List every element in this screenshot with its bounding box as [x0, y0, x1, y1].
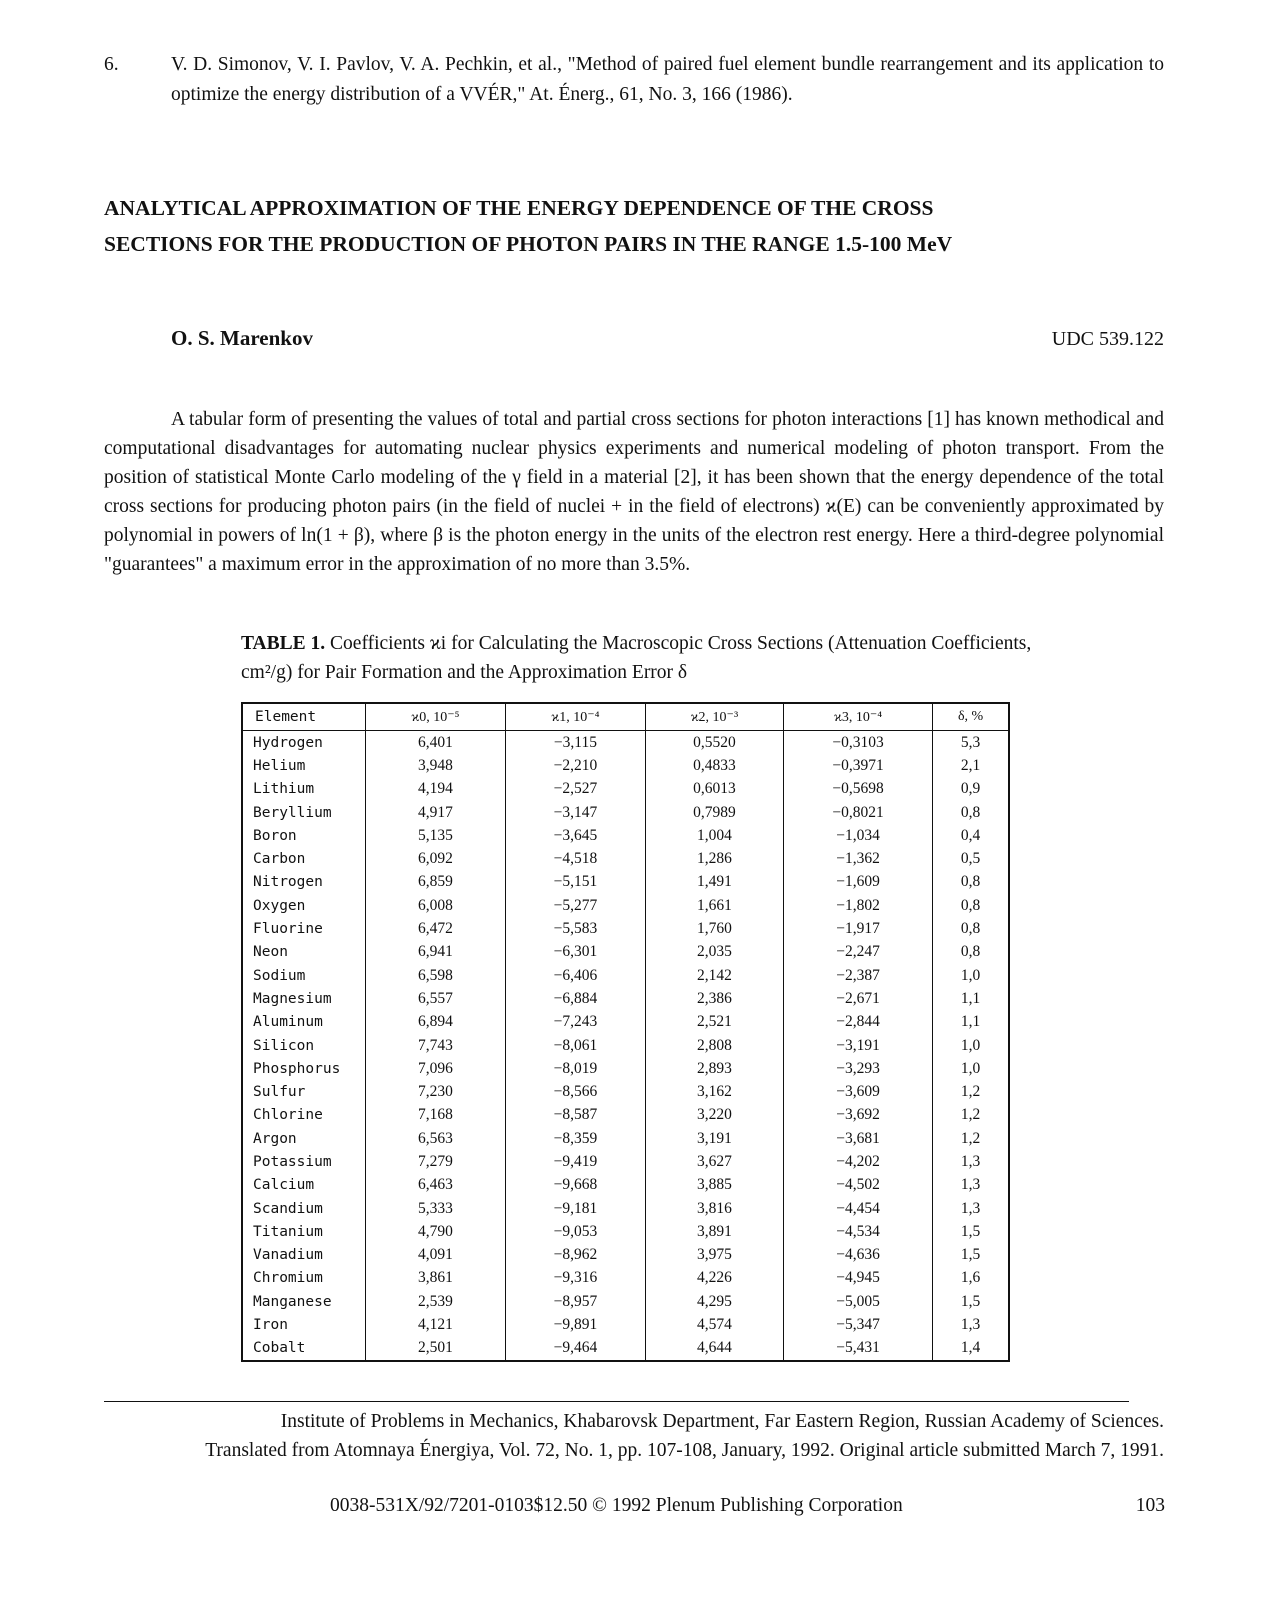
element-name-cell: Aluminum [242, 1011, 366, 1034]
value-cell: 1,004 [645, 824, 783, 847]
publication-code: 0038-531X/92/7201-0103$12.50 © 1992 Plenum Publishing Corporation [330, 1495, 903, 1516]
value-cell: 6,472 [366, 917, 506, 940]
value-cell: 0,7989 [645, 801, 783, 824]
value-cell: 1,491 [645, 871, 783, 894]
value-cell: 1,1 [933, 987, 1009, 1010]
value-cell: 1,5 [933, 1244, 1009, 1267]
value-cell: −0,3103 [783, 731, 932, 755]
table-row [242, 1034, 1009, 1057]
table-row [242, 1220, 1009, 1243]
element-name-cell: Scandium [242, 1197, 366, 1220]
value-cell: 2,539 [366, 1290, 506, 1313]
value-cell: 3,948 [366, 754, 506, 777]
table-row [242, 964, 1009, 987]
value-cell: 0,8 [933, 871, 1009, 894]
value-cell: −2,671 [783, 987, 932, 1010]
value-cell: 4,121 [366, 1313, 506, 1336]
table-row [242, 1104, 1009, 1127]
udc-code: UDC 539.122 [1051, 328, 1164, 350]
value-cell: 1,1 [933, 1011, 1009, 1034]
element-name-cell: Chlorine [242, 1104, 366, 1127]
value-cell: 6,008 [366, 894, 506, 917]
table-header-cell: Element [242, 703, 366, 731]
value-cell: −3,645 [505, 824, 645, 847]
value-cell: −6,406 [505, 964, 645, 987]
element-name-cell: Iron [242, 1313, 366, 1336]
value-cell: 1,3 [933, 1313, 1009, 1336]
value-cell: −4,534 [783, 1220, 932, 1243]
reference-text: V. D. Simonov, V. I. Pavlov, V. A. Pechkin, et al., "Method of paired fuel element bundle rearrangement and its application to optimize the energy distribution of a VVÉR," At. Énerg., 61, No. 3, 166 (1986). [171, 54, 1164, 105]
value-cell: 1,2 [933, 1080, 1009, 1103]
value-cell: −4,454 [783, 1197, 932, 1220]
value-cell: 4,790 [366, 1220, 506, 1243]
value-cell: 3,220 [645, 1104, 783, 1127]
table-row [242, 1011, 1009, 1034]
table-body [242, 731, 1009, 1362]
value-cell: 1,5 [933, 1220, 1009, 1243]
value-cell: −6,301 [505, 941, 645, 964]
value-cell: 2,893 [645, 1057, 783, 1080]
element-name-cell: Argon [242, 1127, 366, 1150]
footnote-divider [104, 1401, 1129, 1402]
element-name-cell: Titanium [242, 1220, 366, 1243]
table-row [242, 824, 1009, 847]
element-name-cell: Hydrogen [242, 731, 366, 755]
element-name-cell: Vanadium [242, 1244, 366, 1267]
table-header-cell: δ, % [933, 703, 1009, 731]
value-cell: 6,557 [366, 987, 506, 1010]
value-cell: −4,202 [783, 1150, 932, 1173]
translation-line: Translated from Atomnaya Énergiya, Vol. 72, No. 1, pp. 107-108, January, 1992. Original article submitted March 7, 1991. [205, 1440, 1164, 1461]
table-row [242, 847, 1009, 870]
table-header-cell: ϰ0, 10⁻⁵ [366, 703, 506, 731]
value-cell: −9,316 [505, 1267, 645, 1290]
value-cell: 0,8 [933, 894, 1009, 917]
value-cell: −9,419 [505, 1150, 645, 1173]
table-row [242, 1080, 1009, 1103]
element-name-cell: Lithium [242, 778, 366, 801]
table-header-cell: ϰ2, 10⁻³ [645, 703, 783, 731]
table-row [242, 731, 1009, 755]
table-caption [241, 629, 1041, 687]
value-cell: −1,362 [783, 847, 932, 870]
value-cell: −4,502 [783, 1174, 932, 1197]
element-name-cell: Silicon [242, 1034, 366, 1057]
value-cell: 0,8 [933, 917, 1009, 940]
element-name-cell: Sulfur [242, 1080, 366, 1103]
value-cell: 7,279 [366, 1150, 506, 1173]
value-cell: 1,5 [933, 1290, 1009, 1313]
value-cell: −7,243 [505, 1011, 645, 1034]
value-cell: 1,0 [933, 1034, 1009, 1057]
table-row [242, 1057, 1009, 1080]
value-cell: 2,521 [645, 1011, 783, 1034]
value-cell: 5,333 [366, 1197, 506, 1220]
table-row [242, 871, 1009, 894]
affiliation-note [104, 1407, 1164, 1465]
table-row [242, 917, 1009, 940]
element-name-cell: Cobalt [242, 1337, 366, 1361]
value-cell: −8,957 [505, 1290, 645, 1313]
element-name-cell: Potassium [242, 1150, 366, 1173]
value-cell: −3,609 [783, 1080, 932, 1103]
table-row [242, 754, 1009, 777]
value-cell: 0,8 [933, 801, 1009, 824]
value-cell: −1,802 [783, 894, 932, 917]
value-cell: 5,135 [366, 824, 506, 847]
table-header-cell: ϰ1, 10⁻⁴ [505, 703, 645, 731]
element-name-cell: Fluorine [242, 917, 366, 940]
value-cell: 7,230 [366, 1080, 506, 1103]
value-cell: 3,975 [645, 1244, 783, 1267]
value-cell: −2,247 [783, 941, 932, 964]
element-name-cell: Sodium [242, 964, 366, 987]
value-cell: −8,587 [505, 1104, 645, 1127]
value-cell: 3,861 [366, 1267, 506, 1290]
value-cell: −4,636 [783, 1244, 932, 1267]
value-cell: 4,644 [645, 1337, 783, 1361]
value-cell: 3,891 [645, 1220, 783, 1243]
value-cell: −0,8021 [783, 801, 932, 824]
value-cell: −3,115 [505, 731, 645, 755]
value-cell: −3,293 [783, 1057, 932, 1080]
element-name-cell: Chromium [242, 1267, 366, 1290]
table-row [242, 1337, 1009, 1361]
value-cell: −9,668 [505, 1174, 645, 1197]
value-cell: −8,566 [505, 1080, 645, 1103]
value-cell: −3,191 [783, 1034, 932, 1057]
table-header-row [242, 703, 1009, 731]
value-cell: −5,277 [505, 894, 645, 917]
element-name-cell: Beryllium [242, 801, 366, 824]
table-row [242, 987, 1009, 1010]
value-cell: 1,3 [933, 1150, 1009, 1173]
table-row [242, 1290, 1009, 1313]
table-row [242, 1150, 1009, 1173]
table-caption-text: Coefficients ϰi for Calculating the Macroscopic Cross Sections (Attenuation Coefficients, cm²/g) for Pair Formation and the Approximation Error δ [241, 633, 1032, 683]
value-cell: 6,859 [366, 871, 506, 894]
value-cell: 1,4 [933, 1337, 1009, 1361]
value-cell: 1,0 [933, 1057, 1009, 1080]
value-cell: −2,210 [505, 754, 645, 777]
element-name-cell: Neon [242, 941, 366, 964]
value-cell: 4,091 [366, 1244, 506, 1267]
value-cell: −8,359 [505, 1127, 645, 1150]
value-cell: −3,147 [505, 801, 645, 824]
value-cell: −8,019 [505, 1057, 645, 1080]
value-cell: 1,760 [645, 917, 783, 940]
value-cell: 4,574 [645, 1313, 783, 1336]
value-cell: −2,844 [783, 1011, 932, 1034]
page-number: 103 [1135, 1495, 1165, 1516]
element-name-cell: Helium [242, 754, 366, 777]
value-cell: 3,627 [645, 1150, 783, 1173]
value-cell: 3,885 [645, 1174, 783, 1197]
table-row [242, 1244, 1009, 1267]
value-cell: 3,191 [645, 1127, 783, 1150]
value-cell: 1,2 [933, 1104, 1009, 1127]
value-cell: −9,053 [505, 1220, 645, 1243]
value-cell: 0,8 [933, 941, 1009, 964]
value-cell: −3,681 [783, 1127, 932, 1150]
table-row [242, 1174, 1009, 1197]
value-cell: −5,583 [505, 917, 645, 940]
value-cell: 7,743 [366, 1034, 506, 1057]
value-cell: 6,598 [366, 964, 506, 987]
value-cell: 6,463 [366, 1174, 506, 1197]
abstract-paragraph: A tabular form of presenting the values of total and partial cross sections for photon interactions [1] has known methodical and computational disadvantages for automating nuclear physics experiments and numerical modeling of photon transport. From the position of statistical Monte Carlo modeling of the γ field in a material [2], it has been shown that the energy dependence of the total cross sections for producing photon pairs (in the field of nuclei + in the field of electrons) ϰ(E) can be conveniently approximated by polynomial in powers of ln(1 + β), where β is the photon energy in the units of the electron rest energy. Here a third-degree polynomial "guarantees" a maximum error in the approximation of no more than 3.5%. [104, 409, 1164, 575]
value-cell: 6,941 [366, 941, 506, 964]
value-cell: 0,4 [933, 824, 1009, 847]
value-cell: 2,501 [366, 1337, 506, 1361]
value-cell: −4,518 [505, 847, 645, 870]
value-cell: 3,816 [645, 1197, 783, 1220]
value-cell: 4,194 [366, 778, 506, 801]
value-cell: 1,6 [933, 1267, 1009, 1290]
article-author: O. S. Marenkov [171, 326, 313, 350]
value-cell: 7,168 [366, 1104, 506, 1127]
element-name-cell: Boron [242, 824, 366, 847]
article-title: ANALYTICAL APPROXIMATION OF THE ENERGY DEPENDENCE OF THE CROSS SECTIONS FOR THE PRODUCTION OF PHOTON PAIRS IN THE RANGE 1.5-100 MeV [104, 196, 953, 256]
element-name-cell: Carbon [242, 847, 366, 870]
value-cell: 2,142 [645, 964, 783, 987]
value-cell: 1,3 [933, 1174, 1009, 1197]
coefficients-table [241, 702, 1010, 1362]
value-cell: 0,9 [933, 778, 1009, 801]
value-cell: −9,181 [505, 1197, 645, 1220]
element-name-cell: Phosphorus [242, 1057, 366, 1080]
value-cell: 2,808 [645, 1034, 783, 1057]
table-row [242, 894, 1009, 917]
value-cell: −5,431 [783, 1337, 932, 1361]
table-row [242, 1127, 1009, 1150]
value-cell: −2,387 [783, 964, 932, 987]
value-cell: −0,3971 [783, 754, 932, 777]
value-cell: −0,5698 [783, 778, 932, 801]
table-row [242, 941, 1009, 964]
value-cell: −5,151 [505, 871, 645, 894]
element-name-cell: Manganese [242, 1290, 366, 1313]
value-cell: −1,034 [783, 824, 932, 847]
value-cell: 1,661 [645, 894, 783, 917]
value-cell: 7,096 [366, 1057, 506, 1080]
value-cell: 3,162 [645, 1080, 783, 1103]
value-cell: 5,3 [933, 731, 1009, 755]
table-caption-label: TABLE 1. [241, 633, 326, 654]
value-cell: 4,295 [645, 1290, 783, 1313]
value-cell: −8,061 [505, 1034, 645, 1057]
value-cell: 2,386 [645, 987, 783, 1010]
value-cell: 1,286 [645, 847, 783, 870]
value-cell: 0,6013 [645, 778, 783, 801]
value-cell: 0,5520 [645, 731, 783, 755]
value-cell: 6,894 [366, 1011, 506, 1034]
value-cell: −5,005 [783, 1290, 932, 1313]
value-cell: 6,563 [366, 1127, 506, 1150]
value-cell: −1,917 [783, 917, 932, 940]
value-cell: 2,035 [645, 941, 783, 964]
table-row [242, 1313, 1009, 1336]
value-cell: 0,4833 [645, 754, 783, 777]
value-cell: −1,609 [783, 871, 932, 894]
reference-number: 6. [104, 54, 119, 75]
value-cell: 4,226 [645, 1267, 783, 1290]
table-row [242, 1267, 1009, 1290]
table-row [242, 801, 1009, 824]
value-cell: 4,917 [366, 801, 506, 824]
table-header-cell: ϰ3, 10⁻⁴ [783, 703, 932, 731]
value-cell: −5,347 [783, 1313, 932, 1336]
value-cell: −4,945 [783, 1267, 932, 1290]
value-cell: 1,3 [933, 1197, 1009, 1220]
value-cell: 6,401 [366, 731, 506, 755]
value-cell: −8,962 [505, 1244, 645, 1267]
table-row [242, 778, 1009, 801]
value-cell: 2,1 [933, 754, 1009, 777]
value-cell: 6,092 [366, 847, 506, 870]
value-cell: −9,891 [505, 1313, 645, 1336]
table-row [242, 1197, 1009, 1220]
value-cell: 1,0 [933, 964, 1009, 987]
value-cell: −2,527 [505, 778, 645, 801]
affiliation-line: Institute of Problems in Mechanics, Khabarovsk Department, Far Eastern Region, Russian Academy of Sciences. [280, 1411, 1164, 1432]
element-name-cell: Nitrogen [242, 871, 366, 894]
element-name-cell: Oxygen [242, 894, 366, 917]
value-cell: −6,884 [505, 987, 645, 1010]
element-name-cell: Magnesium [242, 987, 366, 1010]
element-name-cell: Calcium [242, 1174, 366, 1197]
value-cell: −3,692 [783, 1104, 932, 1127]
value-cell: 0,5 [933, 847, 1009, 870]
value-cell: 1,2 [933, 1127, 1009, 1150]
value-cell: −9,464 [505, 1337, 645, 1361]
